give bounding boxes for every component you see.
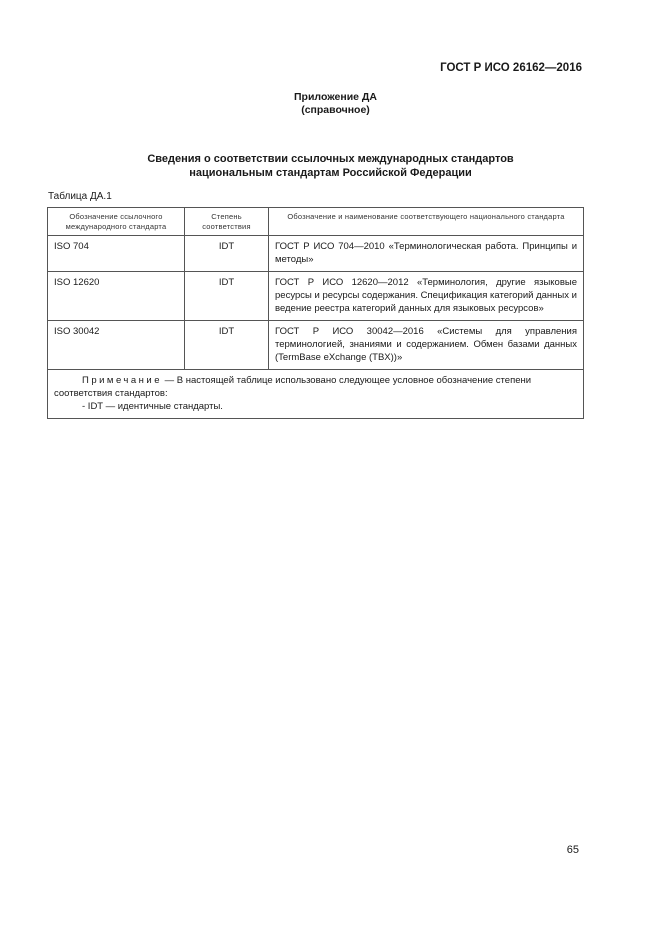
cell-national: ГОСТ Р ИСО 704—2010 «Терминологическая работа. Принципы и методы» (269, 236, 584, 272)
column-header-ref: Обозначение ссылочного международного стандарта (48, 208, 185, 236)
document-code: ГОСТ Р ИСО 26162—2016 (440, 62, 582, 74)
note-label: Примечание (82, 375, 162, 386)
appendix-title: Приложение ДА (294, 91, 377, 103)
cell-national: ГОСТ Р ИСО 12620—2012 «Терминология, другие языковые ресурсы и ресурсы содержания. Спецификация категорий данных и ведение реестра категорий данных для языковых ресурсов» (269, 272, 584, 321)
cell-degree: IDT (185, 272, 269, 321)
cell-ref: ISO 704 (48, 236, 185, 272)
table-row (48, 236, 584, 272)
cell-ref: ISO 12620 (48, 272, 185, 321)
appendix-subtitle: (справочное) (301, 104, 370, 116)
note-text: — В настоящей таблице использовано следующее условное обозначение степени соответствия стандартов: (54, 375, 532, 399)
appendix-heading (0, 91, 661, 117)
section-heading (0, 153, 661, 180)
cell-national: ГОСТ Р ИСО 30042—2016 «Системы для управления терминологией, знаниями и содержанием. Обмен базами данных (TermBase eXchange (TBX))» (269, 321, 584, 370)
table-note-row (48, 370, 584, 419)
table-note (48, 370, 584, 419)
table-row (48, 321, 584, 370)
cell-degree: IDT (185, 321, 269, 370)
column-header-national: Обозначение и наименование соответствующего национального стандарта (269, 208, 584, 236)
table-row (48, 272, 584, 321)
table-header-row (48, 208, 584, 236)
page-number: 65 (566, 844, 579, 856)
cell-ref: ISO 30042 (48, 321, 185, 370)
table-caption: Таблица ДА.1 (48, 191, 112, 202)
column-header-degree: Степень соответствия (185, 208, 269, 236)
cell-degree: IDT (185, 236, 269, 272)
note-item: - IDT — идентичные стандарты. (82, 401, 223, 412)
correspondence-table (47, 207, 584, 419)
section-heading-line1: Сведения о соответствии ссылочных международных стандартов (147, 153, 514, 165)
section-heading-line2: национальным стандартам Российской Федерации (189, 166, 472, 179)
